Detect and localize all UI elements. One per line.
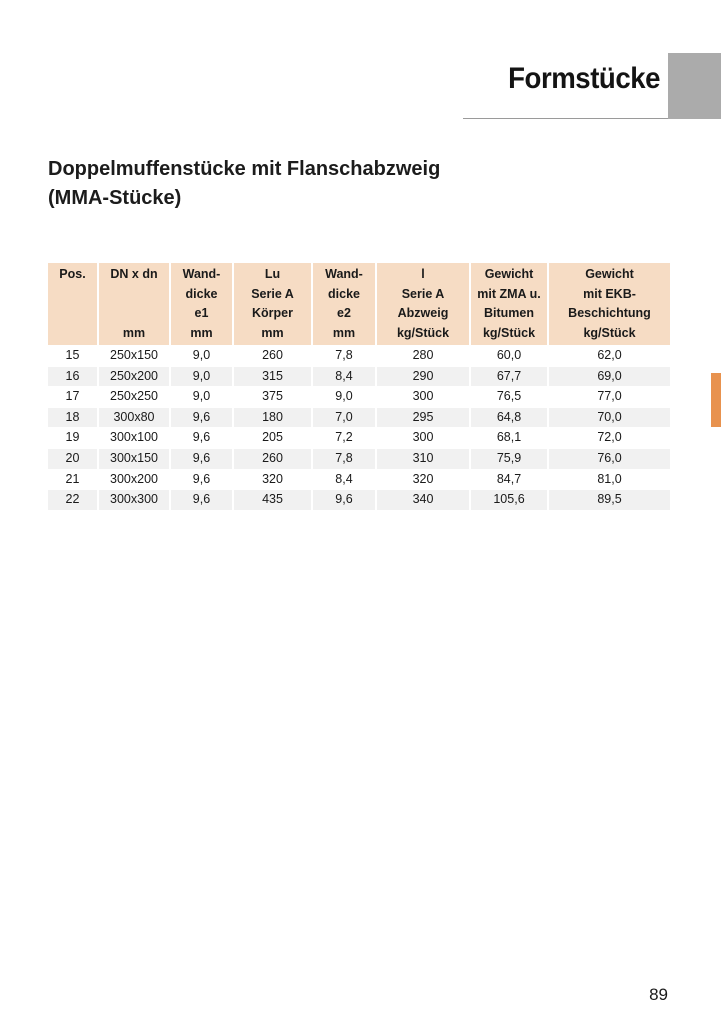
cell-weight-ekb: 72,0	[549, 427, 670, 448]
cell-weight-zma: 64,8	[471, 407, 549, 428]
cell-weight-ekb: 70,0	[549, 407, 670, 428]
section-title	[48, 155, 608, 213]
cell-weight-zma: 105,6	[471, 489, 549, 510]
cell-weight-ekb: 69,0	[549, 366, 670, 387]
header-weight-ekb-line-3: Beschichtung	[568, 306, 651, 320]
cell-weight-zma: 68,1	[471, 427, 549, 448]
header-lu-unit: mm	[261, 325, 284, 340]
cell-pos: 16	[48, 366, 99, 387]
cell-lu: 375	[234, 386, 313, 407]
header-dn-unit: mm	[122, 325, 146, 340]
cell-weight-ekb: 77,0	[549, 386, 670, 407]
table-row	[48, 469, 670, 490]
cell-lu: 315	[234, 366, 313, 387]
header-e2-unit: mm	[332, 325, 356, 340]
cell-weight-zma: 84,7	[471, 469, 549, 490]
header-l	[377, 263, 471, 345]
header-weight-zma-line-1: Gewicht	[484, 267, 534, 281]
cell-e1: 9,6	[171, 427, 234, 448]
header-weight-zma	[471, 263, 549, 345]
cell-weight-ekb: 76,0	[549, 448, 670, 469]
cell-e1: 9,0	[171, 386, 234, 407]
header-lu-line-3: Körper	[252, 306, 293, 320]
header-e1	[171, 263, 234, 345]
cell-dn-x-dn: 300x150	[99, 448, 171, 469]
cell-pos: 18	[48, 407, 99, 428]
cell-weight-ekb: 62,0	[549, 345, 670, 366]
cell-l: 295	[377, 407, 471, 428]
header-e2	[313, 263, 377, 345]
cell-l: 280	[377, 345, 471, 366]
header-l-unit: kg/Stück	[396, 325, 450, 340]
cell-e1: 9,6	[171, 469, 234, 490]
cell-dn-x-dn: 300x300	[99, 489, 171, 510]
header-row	[48, 263, 670, 345]
header-weight-ekb-line-2: mit EKB-	[583, 286, 636, 301]
header-e1-line-2: dicke	[185, 286, 218, 301]
cell-l: 300	[377, 386, 471, 407]
cell-e1: 9,6	[171, 407, 234, 428]
cell-e2: 7,8	[313, 345, 377, 366]
cell-weight-zma: 67,7	[471, 366, 549, 387]
cell-dn-x-dn: 300x80	[99, 407, 171, 428]
cell-l: 340	[377, 489, 471, 510]
cell-weight-ekb: 89,5	[549, 489, 670, 510]
cell-weight-ekb: 81,0	[549, 469, 670, 490]
cell-dn-x-dn: 300x200	[99, 469, 171, 490]
cell-lu: 180	[234, 407, 313, 428]
header-weight-ekb	[549, 263, 670, 345]
header-l-line-3: Abzweig	[397, 306, 449, 320]
cell-lu: 260	[234, 345, 313, 366]
header-e1-unit: mm	[190, 325, 213, 340]
cell-pos: 17	[48, 386, 99, 407]
cell-e2: 8,4	[313, 469, 377, 490]
spec-table	[48, 263, 670, 510]
spec-table-header	[48, 263, 670, 345]
header-weight-zma-line-3: Bitumen	[484, 306, 534, 320]
header-dn-line-1: DN x dn	[110, 267, 158, 281]
cell-weight-zma: 75,9	[471, 448, 549, 469]
cell-pos: 15	[48, 345, 99, 366]
header-e2-line-3: e2	[337, 306, 351, 320]
cell-e2: 9,0	[313, 386, 377, 407]
cell-e2: 7,2	[313, 427, 377, 448]
header-pos	[48, 263, 99, 345]
cell-l: 320	[377, 469, 471, 490]
header-gray-block	[668, 53, 721, 119]
header-e2-line-1: Wand-	[325, 267, 363, 281]
cell-pos: 19	[48, 427, 99, 448]
cell-lu: 205	[234, 427, 313, 448]
cell-dn-x-dn: 250x150	[99, 345, 171, 366]
cell-e2: 7,8	[313, 448, 377, 469]
table-row	[48, 345, 670, 366]
cell-lu: 260	[234, 448, 313, 469]
table-row	[48, 489, 670, 510]
table-row	[48, 386, 670, 407]
header-lu-line-2: Serie A	[251, 286, 294, 301]
header-lu-line-1: Lu	[264, 267, 281, 281]
table-row	[48, 427, 670, 448]
cell-e1: 9,6	[171, 448, 234, 469]
chapter-side-tab	[711, 373, 721, 427]
table-row	[48, 448, 670, 469]
section-title-line-2: (MMA-Stücke)	[48, 187, 182, 209]
cell-e2: 7,0	[313, 407, 377, 428]
header-l-line-1: l	[421, 267, 425, 281]
table-row	[48, 366, 670, 387]
spec-table-body	[48, 345, 670, 510]
header-e1-line-1: Wand-	[182, 267, 221, 281]
header-e1-line-3: e1	[194, 306, 209, 320]
cell-pos: 20	[48, 448, 99, 469]
cell-pos: 22	[48, 489, 99, 510]
cell-pos: 21	[48, 469, 99, 490]
page-number: 89	[649, 985, 668, 1004]
cell-e2: 8,4	[313, 366, 377, 387]
header-dn	[99, 263, 171, 345]
cell-weight-zma: 76,5	[471, 386, 549, 407]
cell-dn-x-dn: 250x200	[99, 366, 171, 387]
page-header-title: Formstücke	[508, 62, 660, 95]
cell-e1: 9,0	[171, 345, 234, 366]
header-l-line-2: Serie A	[401, 286, 445, 301]
header-pos-line-1: Pos.	[59, 267, 86, 281]
cell-e1: 9,0	[171, 366, 234, 387]
header-weight-ekb-unit: kg/Stück	[583, 325, 636, 340]
header-e2-line-2: dicke	[328, 286, 360, 301]
cell-l: 310	[377, 448, 471, 469]
cell-weight-zma: 60,0	[471, 345, 549, 366]
cell-e1: 9,6	[171, 489, 234, 510]
table-row	[48, 407, 670, 428]
header-divider	[463, 118, 668, 119]
header-weight-zma-unit: kg/Stück	[482, 325, 536, 340]
cell-l: 300	[377, 427, 471, 448]
section-title-line-1: Doppelmuffenstücke mit Flanschabzweig	[48, 158, 441, 180]
cell-dn-x-dn: 300x100	[99, 427, 171, 448]
cell-l: 290	[377, 366, 471, 387]
cell-lu: 435	[234, 489, 313, 510]
header-lu	[234, 263, 313, 345]
header-weight-zma-line-2: mit ZMA u.	[477, 286, 541, 301]
cell-lu: 320	[234, 469, 313, 490]
header-weight-ekb-line-1: Gewicht	[585, 267, 634, 281]
cell-e2: 9,6	[313, 489, 377, 510]
cell-dn-x-dn: 250x250	[99, 386, 171, 407]
